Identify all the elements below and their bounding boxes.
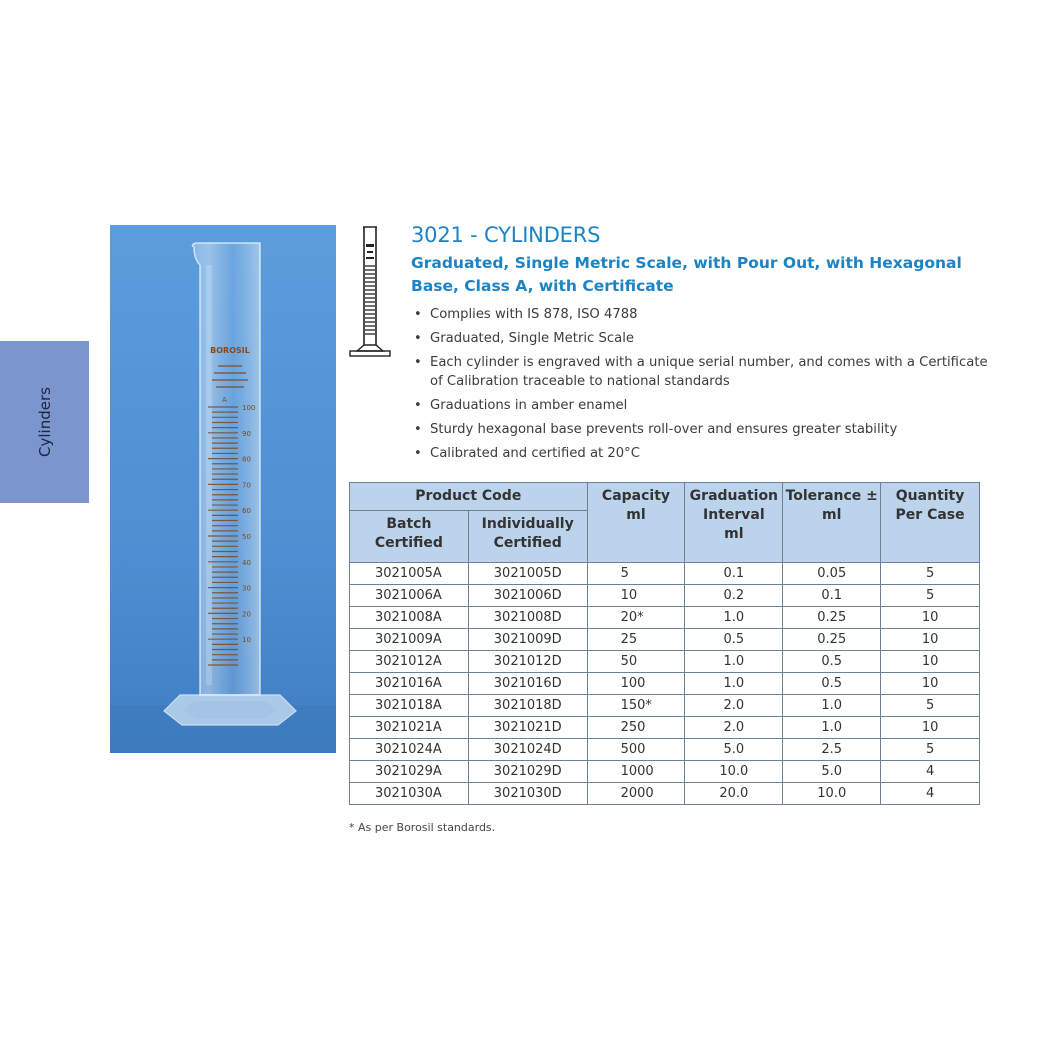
capacity-cell: 100 [587, 673, 685, 695]
individual-code-cell: 3021005D [468, 563, 587, 585]
graduation-cell: 2.0 [685, 717, 783, 739]
quantity-cell: 5 [881, 739, 980, 761]
product-subtitle: Graduated, Single Metric Scale, with Pour Out, with Hexagonal Base, Class A, with Certificate [411, 254, 962, 295]
batch-code-cell: 3021029A [350, 761, 469, 783]
header-capacity: Capacity ml [587, 483, 685, 563]
individual-code-cell: 3021029D [468, 761, 587, 783]
batch-code-cell: 3021030A [350, 783, 469, 805]
scale-label: 50 [242, 533, 251, 541]
tolerance-cell: 2.5 [783, 739, 881, 761]
quantity-cell: 10 [881, 717, 980, 739]
capacity-cell: 1000 [587, 761, 685, 783]
individual-code-cell: 3021024D [468, 739, 587, 761]
scale-label: 80 [242, 455, 251, 464]
scale-label: 100 [242, 404, 256, 412]
individual-code-cell: 3021016D [468, 673, 587, 695]
bullet-icon: • [414, 331, 422, 346]
tolerance-cell: 1.0 [783, 717, 881, 739]
header-individual: Individually Certified [468, 511, 587, 563]
bullet-icon: • [414, 398, 422, 413]
individual-code-cell: 3021018D [468, 695, 587, 717]
table-row [350, 607, 980, 629]
table-row [350, 717, 980, 739]
scale-label: 60 [242, 507, 251, 516]
quantity-cell: 10 [881, 629, 980, 651]
graduation-cell: 10.0 [685, 761, 783, 783]
graduation-cell: 20.0 [685, 783, 783, 805]
graduation-cell: 2.0 [685, 695, 783, 717]
spec-table [349, 482, 980, 805]
tolerance-cell: 5.0 [783, 761, 881, 783]
product-photo [110, 225, 336, 753]
capacity-cell: 150* [587, 695, 685, 717]
batch-code-cell: 3021005A [350, 563, 469, 585]
capacity-cell: 2000 [587, 783, 685, 805]
table-row [350, 651, 980, 673]
capacity-cell: 500 [587, 739, 685, 761]
batch-code-cell: 3021008A [350, 607, 469, 629]
table-row [350, 739, 980, 761]
tolerance-cell: 1.0 [783, 695, 881, 717]
quantity-cell: 10 [881, 673, 980, 695]
graduation-cell: 1.0 [685, 651, 783, 673]
scale-label: 10 [242, 636, 251, 645]
capacity-cell: 25 [587, 629, 685, 651]
capacity-cell: 250 [587, 717, 685, 739]
batch-code-cell: 3021012A [350, 651, 469, 673]
quantity-cell: 10 [881, 651, 980, 673]
feature-item: • Complies with IS 878, ISO 4788 [414, 307, 638, 322]
graduation-cell: 1.0 [685, 607, 783, 629]
quantity-cell: 5 [881, 563, 980, 585]
graduation-cell: 0.2 [685, 585, 783, 607]
batch-code-cell: 3021018A [350, 695, 469, 717]
header-product-code: Product Code [350, 483, 588, 511]
feature-item: • Graduations in amber enamel [414, 398, 628, 413]
table-row [350, 629, 980, 651]
feature-item: • Each cylinder is engraved with a unique serial number, and comes with a Certificate of Calibration traceable to national standards [414, 355, 988, 389]
side-tab-cylinders[interactable] [0, 341, 89, 503]
product-title: 3021 - CYLINDERS [411, 223, 601, 247]
batch-code-cell: 3021024A [350, 739, 469, 761]
header-tolerance: Tolerance ± ml [783, 483, 881, 563]
header-graduation: Graduation Interval ml [685, 483, 783, 563]
batch-code-cell: 3021006A [350, 585, 469, 607]
bullet-icon: • [414, 307, 422, 322]
individual-code-cell: 3021006D [468, 585, 587, 607]
scale-label: 30 [242, 584, 251, 593]
individual-code-cell: 3021021D [468, 717, 587, 739]
table-row [350, 563, 980, 585]
brand-print: BOROSIL [210, 346, 250, 355]
side-tab-label: Cylinders [35, 387, 54, 457]
quantity-cell: 5 [881, 585, 980, 607]
batch-code-cell: 3021016A [350, 673, 469, 695]
individual-code-cell: 3021008D [468, 607, 587, 629]
bullet-icon: • [414, 422, 422, 437]
capacity-cell: 5 [587, 563, 685, 585]
quantity-cell: 4 [881, 783, 980, 805]
feature-list [413, 305, 1003, 468]
individual-code-cell: 3021009D [468, 629, 587, 651]
tolerance-cell: 0.5 [783, 673, 881, 695]
tolerance-cell: 0.25 [783, 629, 881, 651]
capacity-cell: 50 [587, 651, 685, 673]
class-mark: A [222, 396, 227, 404]
tolerance-cell: 0.5 [783, 651, 881, 673]
batch-code-cell: 3021009A [350, 629, 469, 651]
individual-code-cell: 3021030D [468, 783, 587, 805]
table-row [350, 673, 980, 695]
tolerance-cell: 0.05 [783, 563, 881, 585]
scale-label: 20 [242, 610, 251, 619]
scale-label: 40 [242, 558, 251, 567]
table-row [350, 585, 980, 607]
footnote: * As per Borosil standards. [349, 821, 496, 834]
graduation-cell: 1.0 [685, 673, 783, 695]
bullet-icon: • [414, 446, 422, 461]
tolerance-cell: 0.25 [783, 607, 881, 629]
table-row [350, 761, 980, 783]
quantity-cell: 5 [881, 695, 980, 717]
scale-label: 70 [242, 481, 251, 490]
capacity-cell: 20* [587, 607, 685, 629]
graduation-cell: 5.0 [685, 739, 783, 761]
table-row [350, 695, 980, 717]
header-batch: Batch Certified [350, 511, 469, 563]
graduation-cell: 0.1 [685, 563, 783, 585]
cylinder-icon [349, 224, 391, 359]
tolerance-cell: 0.1 [783, 585, 881, 607]
individual-code-cell: 3021012D [468, 651, 587, 673]
feature-item: • Graduated, Single Metric Scale [414, 331, 634, 346]
tolerance-cell: 10.0 [783, 783, 881, 805]
table-row [350, 783, 980, 805]
scale-label: 90 [242, 429, 251, 438]
graduation-cell: 0.5 [685, 629, 783, 651]
quantity-cell: 4 [881, 761, 980, 783]
quantity-cell: 10 [881, 607, 980, 629]
header-quantity: Quantity Per Case [881, 483, 980, 563]
bullet-icon: • [414, 355, 422, 370]
batch-code-cell: 3021021A [350, 717, 469, 739]
capacity-cell: 10 [587, 585, 685, 607]
feature-item: • Sturdy hexagonal base prevents roll-over and ensures greater stability [414, 422, 898, 437]
feature-item: • Calibrated and certified at 20°C [414, 446, 640, 461]
